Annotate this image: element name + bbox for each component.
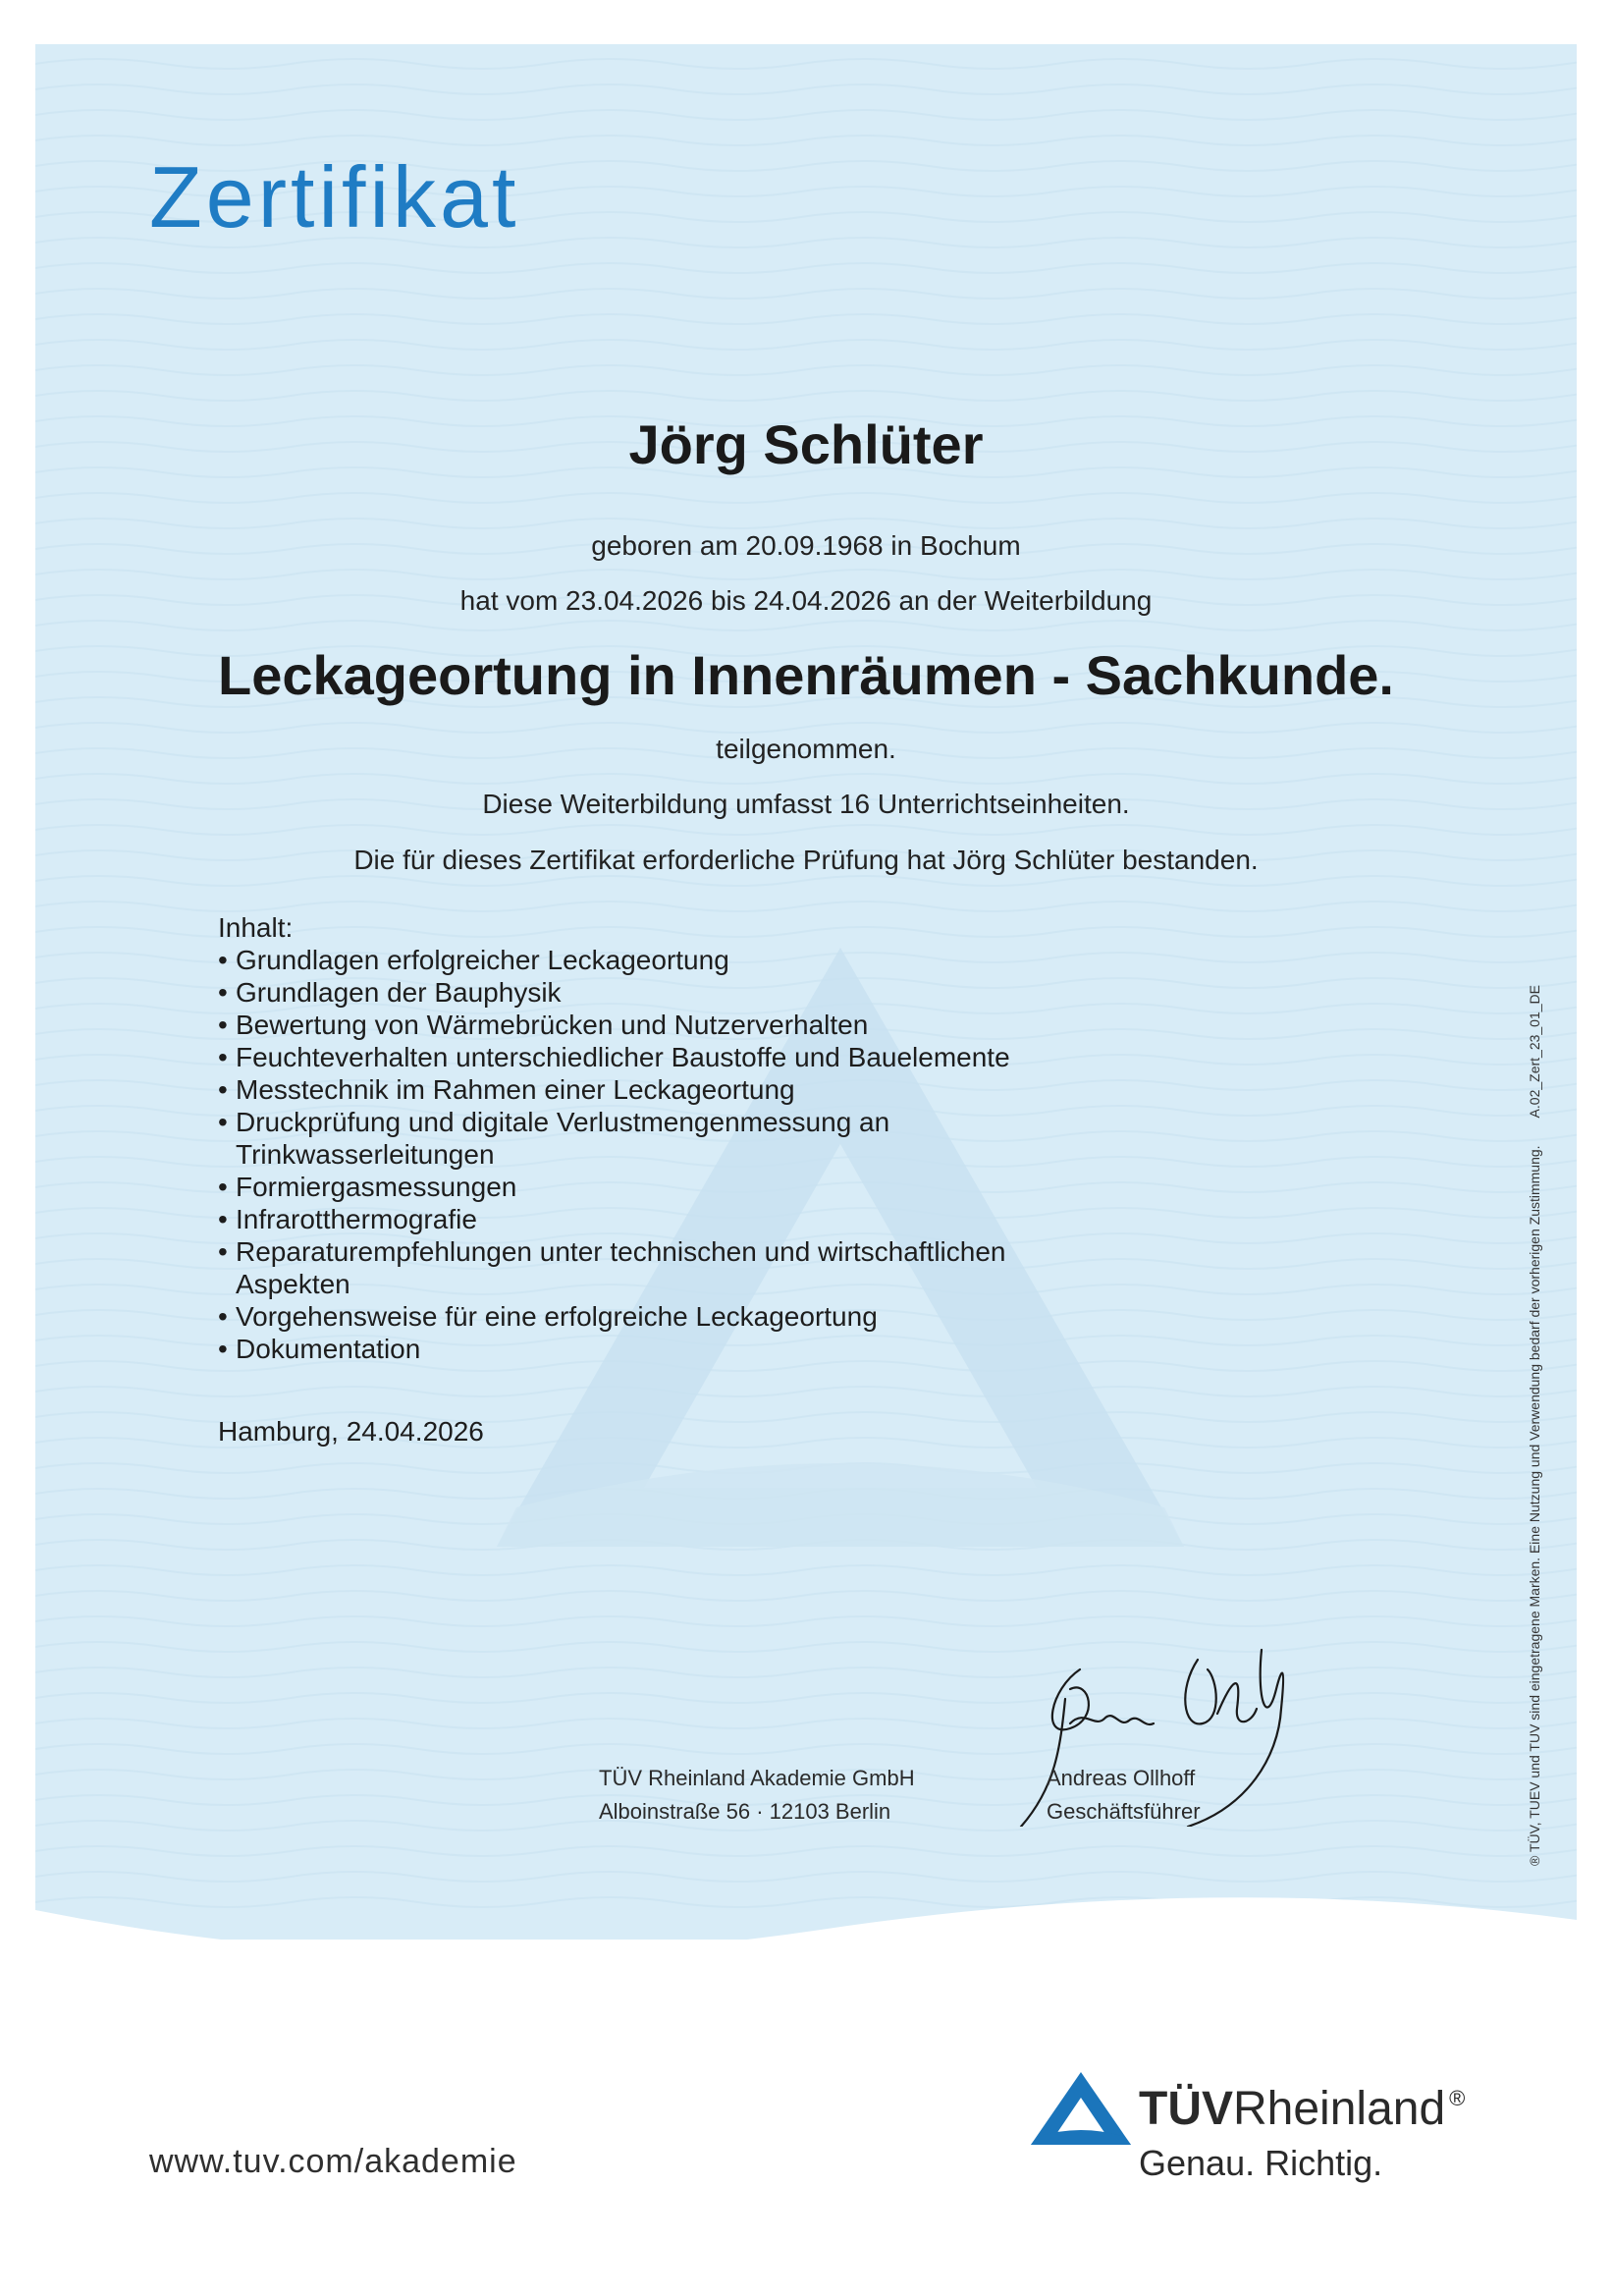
- list-item: • Feuchteverhalten unterschiedlicher Baustoffe und Bauelemente: [218, 1041, 1100, 1073]
- wave-line: [35, 1693, 1577, 1703]
- legal-text: ® TÜV, TUEV und TUV sind eingetragene Marken. Eine Nutzung und Verwendung bedarf der vorherigen Zustimmung.: [1527, 1145, 1542, 1866]
- document-code: A.02_Zert_23_01_DE: [1527, 985, 1542, 1119]
- contents-label: Inhalt:: [218, 912, 294, 943]
- wave-line: [35, 493, 1577, 503]
- list-item: • Vorgehensweise für eine erfolgreiche Leckageortung: [218, 1300, 1100, 1333]
- list-item: • Dokumentation: [218, 1333, 1100, 1365]
- contents-list: [218, 944, 1100, 1365]
- wave-line: [35, 1744, 1577, 1754]
- organization-address: Alboinstraße 56 · 12103 Berlin: [599, 1799, 891, 1824]
- brand-bold: TÜV: [1139, 2083, 1233, 2135]
- wave-line: [35, 1846, 1577, 1856]
- registered-mark: ®: [1449, 2086, 1466, 2110]
- wave-line: [35, 84, 1577, 94]
- wave-line: [35, 774, 1577, 784]
- wave-line: [35, 825, 1577, 835]
- wave-line: [35, 340, 1577, 350]
- signatory-name: Andreas Ollhoff: [1047, 1766, 1196, 1790]
- tuv-rheinland-logo: [1139, 2082, 1465, 2136]
- birth-line: geboren am 20.09.1968 in Bochum: [591, 530, 1021, 561]
- wave-line: [35, 1667, 1577, 1677]
- list-item: • Messtechnik im Rahmen einer Leckageortung: [218, 1073, 1100, 1106]
- wave-line: [35, 263, 1577, 273]
- wave-line: [35, 1616, 1577, 1626]
- list-item: • Grundlagen erfolgreicher Leckageortung: [218, 944, 1100, 976]
- wave-line: [35, 391, 1577, 401]
- organization-block: [599, 1762, 915, 1829]
- course-title: Leckageortung in Innenräumen - Sachkunde.: [218, 644, 1394, 706]
- wave-line: [35, 876, 1577, 886]
- brand-regular: Rheinland: [1233, 2083, 1446, 2135]
- wave-line: [35, 1719, 1577, 1728]
- list-item: • Druckprüfung und digitale Verlustmengenmessung an Trinkwasserleitungen: [218, 1106, 923, 1171]
- place-date: Hamburg, 24.04.2026: [218, 1416, 484, 1447]
- list-item: • Grundlagen der Bauphysik: [218, 976, 1100, 1009]
- wave-line: [35, 136, 1577, 145]
- list-item: • Infrarotthermografie: [218, 1203, 1100, 1235]
- units-line: Diese Weiterbildung umfasst 16 Unterrichtseinheiten.: [482, 789, 1130, 819]
- list-item: • Reparaturempfehlungen unter technischen und wirtschaftlichen Aspekten: [218, 1235, 1060, 1300]
- recipient-name: Jörg Schlüter: [628, 413, 984, 475]
- list-item: • Formiergasmessungen: [218, 1171, 1100, 1203]
- wave-line: [35, 314, 1577, 324]
- exam-line: Die für dieses Zertifikat erforderliche Prüfung hat Jörg Schlüter bestanden.: [353, 845, 1259, 875]
- certificate-title: Zertifikat: [149, 148, 520, 246]
- footer-url: www.tuv.com/akademie: [149, 2143, 517, 2180]
- list-item: • Bewertung von Wärmebrücken und Nutzerverhalten: [218, 1009, 1100, 1041]
- participation-line: hat vom 23.04.2026 bis 24.04.2026 an der Weiterbildung: [459, 585, 1153, 616]
- signatory-block: [1047, 1762, 1201, 1829]
- side-legal-note: [1527, 864, 1542, 1866]
- bottom-wave: [35, 1871, 1577, 1940]
- wave-line: [35, 570, 1577, 579]
- participated-text: teilgenommen.: [716, 734, 896, 764]
- brand-slogan: Genau. Richtig.: [1139, 2143, 1383, 2183]
- contents-section: [218, 911, 1100, 1365]
- organization-name: TÜV Rheinland Akademie GmbH: [599, 1766, 915, 1790]
- signatory-role: Geschäftsführer: [1047, 1799, 1201, 1824]
- wave-line: [35, 1642, 1577, 1652]
- wave-line: [35, 59, 1577, 69]
- wave-line: [35, 110, 1577, 120]
- wave-line: [35, 365, 1577, 375]
- wave-line: [35, 289, 1577, 299]
- wave-line: [35, 621, 1577, 630]
- tuv-triangle-logo-icon: [1027, 2068, 1135, 2149]
- wave-line: [35, 519, 1577, 528]
- wave-line: [35, 723, 1577, 733]
